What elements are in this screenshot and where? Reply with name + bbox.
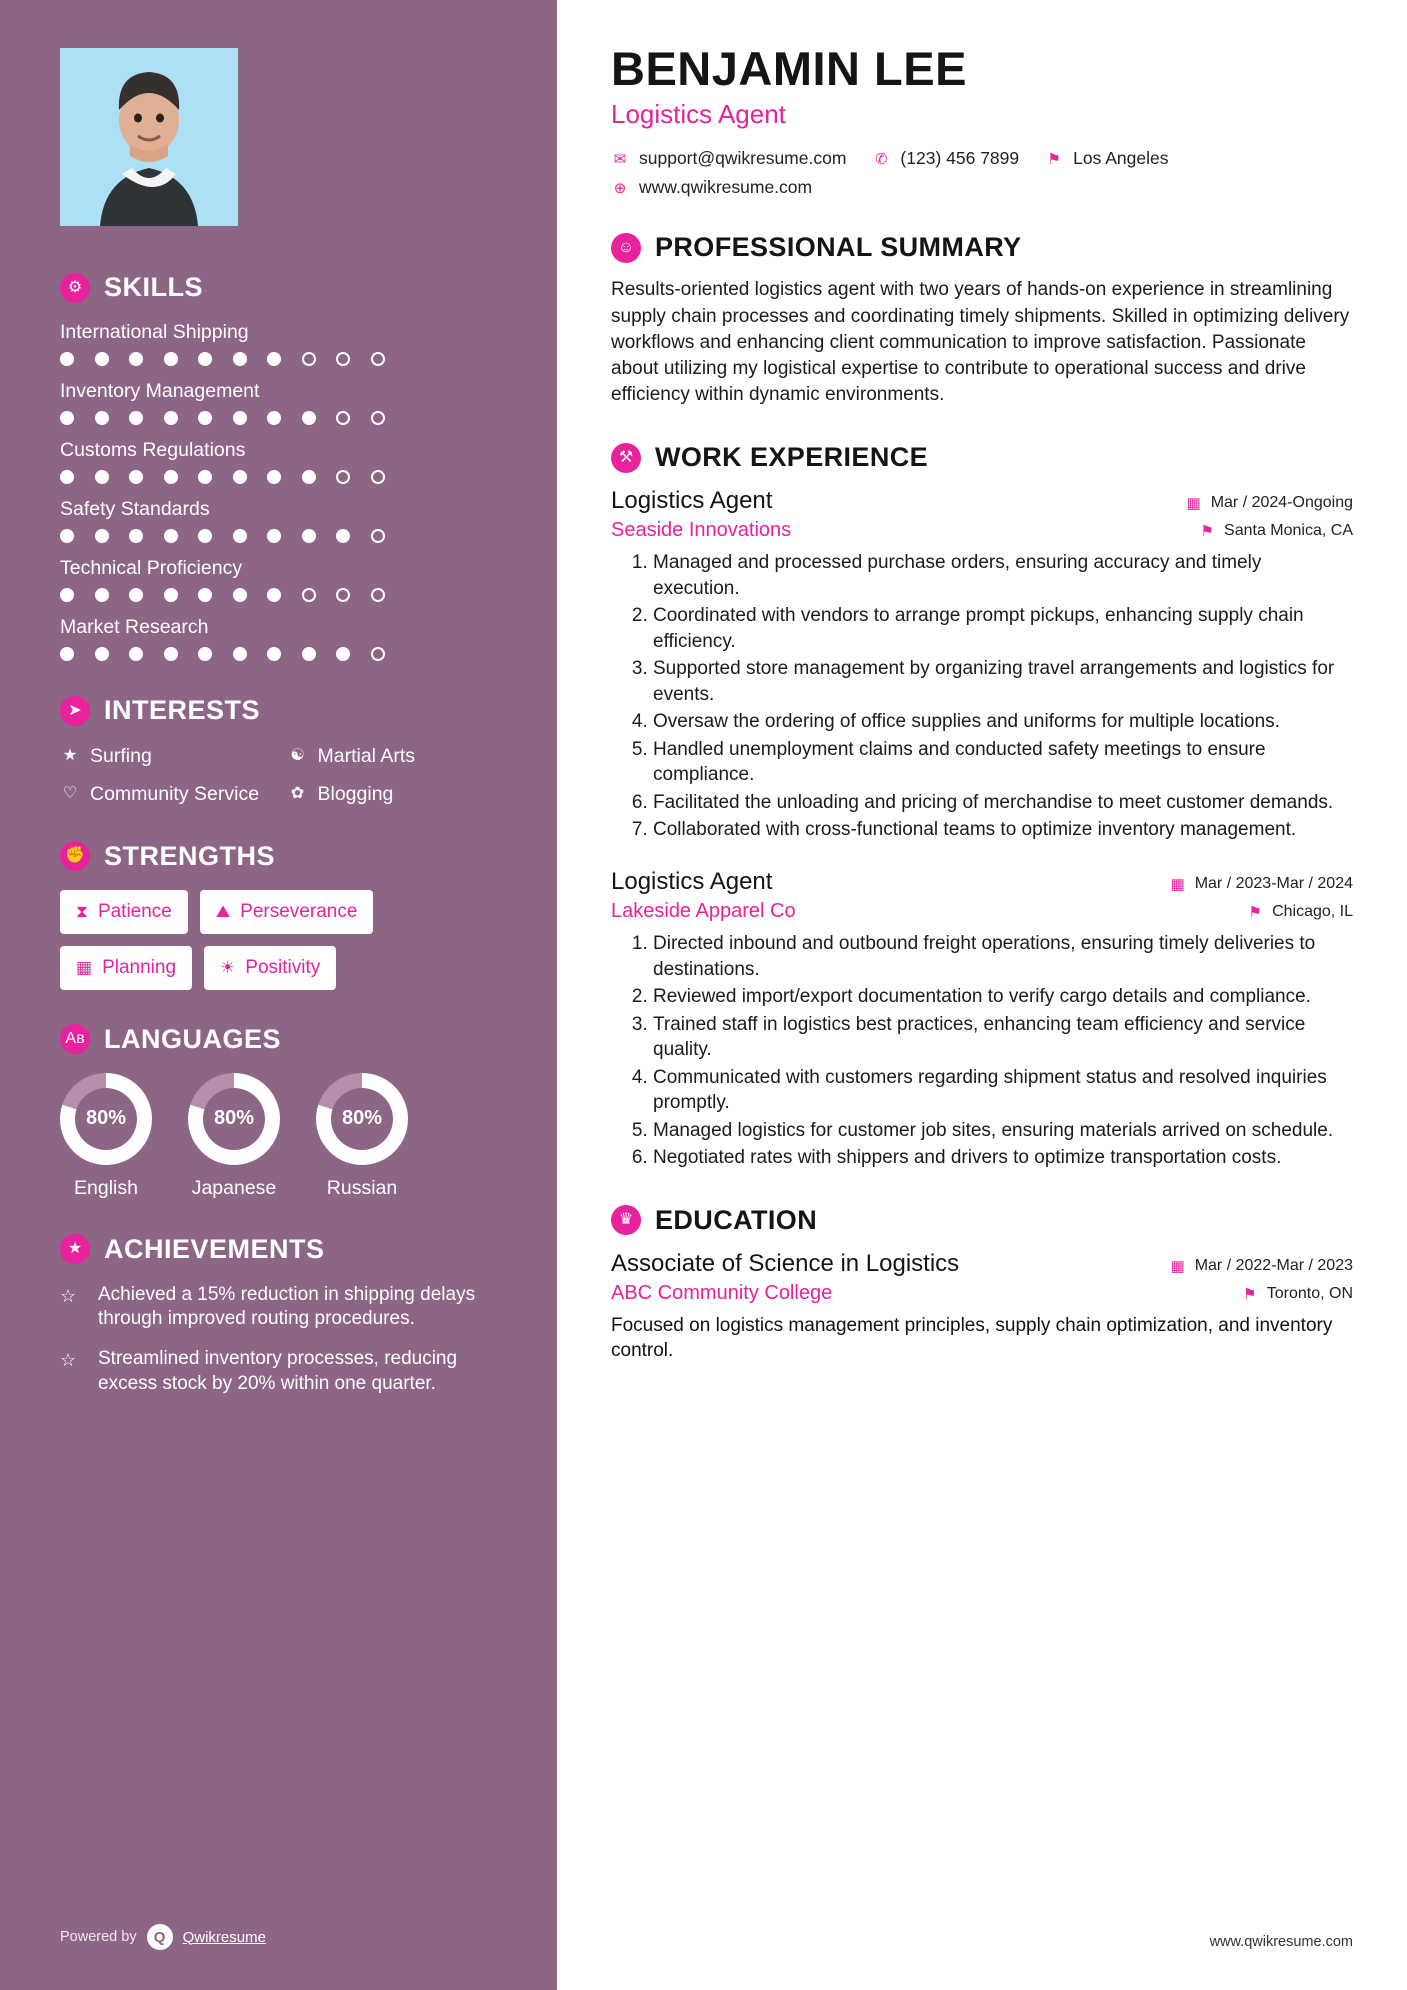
skill-item	[60, 616, 497, 661]
education-entry	[611, 1250, 1353, 1365]
work-experience-section	[611, 442, 1353, 1170]
rating-dot-empty	[371, 352, 385, 366]
skill-rating	[60, 529, 497, 543]
location-icon: ⚑	[1047, 150, 1061, 168]
sidebar	[0, 0, 557, 1990]
interests-title: INTERESTS	[104, 695, 261, 725]
contact-item[interactable]	[1045, 148, 1168, 169]
work-header	[611, 442, 1353, 473]
job-location	[1198, 522, 1353, 540]
location-pin-icon: ⚑	[1248, 904, 1262, 922]
summary-text: Results-oriented logistics agent with two years of hands-on experience in streamlining supply chain processes and coordinating timely shipments. Skilled in optimizing delivery workflows and enhancing client communication to improve satisfaction. Passionate about utilizing my logistical expertise to contribute to operational success and drive efficiency within dynamic environments.	[611, 279, 1350, 406]
strengths-title: STRENGTHS	[104, 840, 276, 871]
job-bullet: 4. Oversaw the ordering of office supplies and uniforms for multiple locations.	[653, 709, 1353, 734]
rating-dot-filled	[129, 588, 143, 602]
rating-dot-filled	[164, 411, 178, 425]
rating-dot-filled	[60, 647, 74, 661]
strength-label: Planning	[102, 956, 177, 978]
language-percent: 80%	[75, 1088, 137, 1150]
skill-item	[60, 498, 497, 543]
candidate-name: BENJAMIN LEE	[611, 42, 967, 95]
rating-dot-filled	[95, 352, 109, 366]
skill-label: Customs Regulations	[60, 439, 246, 461]
strength-label: Perseverance	[240, 900, 358, 922]
rating-dot-filled	[198, 470, 212, 484]
strength-label: Patience	[97, 900, 172, 922]
rating-dot-filled	[60, 470, 74, 484]
interests-list	[60, 744, 497, 807]
education-school-row	[611, 1282, 1353, 1305]
fist-icon: ✊	[60, 841, 90, 871]
rating-dot-filled	[129, 352, 143, 366]
rating-dot-filled	[233, 647, 247, 661]
rating-dot-empty	[371, 588, 385, 602]
language-progress-ring	[316, 1073, 408, 1165]
work-title: WORK EXPERIENCE	[655, 442, 929, 473]
interests-header	[60, 695, 497, 726]
job-company-row	[611, 519, 1353, 542]
strengths-header	[60, 841, 497, 872]
candidate-role: Logistics Agent	[611, 99, 786, 130]
job-location-text: Chicago, IL	[1272, 903, 1353, 921]
job-date	[1185, 494, 1353, 512]
rating-dot-filled	[233, 588, 247, 602]
skill-rating	[60, 411, 497, 425]
rating-dot-filled	[198, 411, 212, 425]
rating-dot-filled	[95, 529, 109, 543]
skill-rating	[60, 647, 497, 661]
rating-dot-filled	[95, 470, 109, 484]
translate-icon: Aв	[60, 1024, 90, 1054]
rating-dot-empty	[371, 411, 385, 425]
achievements-title: ACHIEVEMENTS	[104, 1233, 325, 1264]
summary-header	[611, 232, 1353, 263]
skill-item	[60, 439, 497, 484]
education-title: EDUCATION	[655, 1204, 818, 1235]
skill-rating	[60, 588, 497, 602]
rating-dot-filled	[267, 470, 281, 484]
job-title-row	[611, 487, 1353, 515]
contact-list	[611, 148, 1353, 198]
language-item	[316, 1073, 408, 1200]
language-progress-ring	[188, 1073, 280, 1165]
martial-arts-icon: ☯	[290, 747, 305, 764]
rating-dot-empty	[302, 352, 316, 366]
rating-dot-filled	[95, 588, 109, 602]
ribbon-star-icon: ☆	[60, 1350, 77, 1371]
interest-item	[60, 782, 270, 806]
interest-item	[288, 782, 498, 806]
rating-dot-filled	[233, 529, 247, 543]
rating-dot-empty	[371, 647, 385, 661]
professional-summary-section	[611, 232, 1353, 408]
person-icon: ☺	[611, 233, 641, 263]
interest-label: Community Service	[90, 783, 260, 806]
email-icon: ✉	[613, 150, 627, 168]
job-entry	[611, 868, 1353, 1170]
rating-dot-filled	[302, 411, 316, 425]
job-bullet: 5. Handled unemployment claims and conducted safety meetings to ensure compliance.	[653, 737, 1353, 788]
job-bullet: 4. Communicated with customers regarding shipment status and resolved inquiries promptly.	[653, 1065, 1353, 1116]
interests-section	[60, 695, 497, 807]
languages-header	[60, 1024, 497, 1055]
contact-item[interactable]	[611, 148, 846, 169]
rating-dot-filled	[60, 588, 74, 602]
qwikresume-logo-icon: Q	[147, 1924, 173, 1950]
education-description: Focused on logistics management principles, supply chain optimization, and inventory control.	[611, 1314, 1333, 1362]
job-location-text: Santa Monica, CA	[1224, 522, 1353, 540]
paper-plane-icon: ➤	[60, 696, 90, 726]
language-percent: 80%	[203, 1088, 265, 1150]
language-progress-ring	[60, 1073, 152, 1165]
globe-icon: ⊕	[613, 179, 627, 197]
languages-title: LANGUAGES	[104, 1023, 282, 1054]
achievements-section	[60, 1234, 497, 1396]
language-label: English	[74, 1176, 138, 1199]
education-date	[1169, 1257, 1353, 1275]
sun-icon: ☀	[220, 957, 236, 977]
rating-dot-filled	[267, 411, 281, 425]
calendar-icon: ▦	[1170, 1257, 1185, 1275]
skill-item	[60, 380, 497, 425]
job-bullet: 2. Reviewed import/export documentation to verify cargo details and compliance.	[653, 984, 1353, 1009]
education-date-text: Mar / 2022-Mar / 2023	[1194, 1256, 1353, 1274]
skills-section	[60, 272, 497, 661]
main-content	[557, 0, 1407, 1990]
job-title-row	[611, 868, 1353, 896]
rating-dot-filled	[164, 470, 178, 484]
job-bullet: 7. Collaborated with cross-functional teams to optimize inventory management.	[653, 817, 1353, 842]
achievements-header	[60, 1234, 497, 1265]
skill-rating	[60, 352, 497, 366]
rating-dot-filled	[60, 529, 74, 543]
skill-rating	[60, 470, 497, 484]
job-bullet: 1. Directed inbound and outbound freight operations, ensuring timely deliveries to destinations.	[653, 931, 1353, 982]
contact-text: Los Angeles	[1073, 148, 1169, 169]
achievement-item	[60, 1347, 497, 1396]
rating-dot-filled	[336, 529, 350, 543]
rating-dot-filled	[233, 411, 247, 425]
languages-list	[60, 1073, 497, 1200]
strength-label: Positivity	[245, 956, 321, 978]
language-label: Russian	[326, 1176, 398, 1199]
strength-item	[200, 890, 374, 934]
contact-text: (123) 456 7899	[900, 148, 1020, 169]
rating-dot-filled	[233, 470, 247, 484]
strength-item	[60, 890, 188, 934]
lightbulb-icon: ⚙	[60, 273, 90, 303]
summary-title: PROFESSIONAL SUMMARY	[655, 232, 1022, 263]
rating-dot-filled	[336, 647, 350, 661]
rating-dot-empty	[336, 470, 350, 484]
language-percent: 80%	[331, 1088, 393, 1150]
job-bullet: 2. Coordinated with vendors to arrange prompt pickups, enhancing supply chain efficiency.	[653, 603, 1353, 654]
rating-dot-filled	[129, 529, 143, 543]
star-icon: ★	[62, 747, 78, 764]
rating-dot-filled	[233, 352, 247, 366]
mountain-icon: ⛰	[215, 901, 231, 921]
language-item	[188, 1073, 280, 1200]
job-location	[1246, 903, 1353, 921]
rating-dot-filled	[302, 470, 316, 484]
interest-item	[288, 744, 498, 768]
rating-dot-filled	[129, 647, 143, 661]
language-label: Japanese	[191, 1176, 277, 1199]
rating-dot-filled	[60, 352, 74, 366]
education-header	[611, 1205, 1353, 1236]
rating-dot-filled	[164, 529, 178, 543]
briefcase-icon: ⚒	[611, 443, 641, 473]
rating-dot-empty	[302, 588, 316, 602]
interest-item	[60, 744, 270, 768]
rating-dot-empty	[371, 470, 385, 484]
rating-dot-filled	[95, 411, 109, 425]
rating-dot-filled	[267, 647, 281, 661]
rating-dot-empty	[336, 411, 350, 425]
calendar-icon: ▦	[1170, 876, 1185, 894]
skill-label: Safety Standards	[60, 498, 210, 520]
education-location-text: Toronto, ON	[1266, 1284, 1353, 1302]
achievement-item	[60, 1283, 497, 1332]
qwikresume-link[interactable]: Qwikresume	[182, 1928, 266, 1946]
hourglass-icon: ⧗	[76, 901, 88, 921]
location-pin-icon: ⚑	[1200, 523, 1214, 541]
job-company: Lakeside Apparel Co	[611, 900, 796, 923]
calendar-icon: ▦	[1186, 495, 1201, 513]
interest-label: Surfing	[90, 745, 152, 767]
skills-list	[60, 321, 497, 661]
calendar-icon: ▦	[76, 957, 93, 977]
location-pin-icon: ⚑	[1243, 1285, 1257, 1303]
rating-dot-filled	[95, 647, 109, 661]
job-title: Logistics Agent	[611, 868, 773, 896]
job-bullet: 3. Supported store management by organizing travel arrangements and logistics for events.	[653, 656, 1353, 707]
phone-icon: ✆	[875, 150, 888, 168]
skill-label: Inventory Management	[60, 380, 260, 402]
rating-dot-filled	[302, 529, 316, 543]
rating-dot-filled	[198, 529, 212, 543]
skill-item	[60, 557, 497, 602]
rating-dot-filled	[267, 352, 281, 366]
strength-item	[204, 946, 336, 990]
rating-dot-filled	[267, 529, 281, 543]
star-badge-icon: ★	[60, 1234, 90, 1264]
ribbon-star-icon: ☆	[60, 1285, 77, 1306]
rating-dot-filled	[129, 470, 143, 484]
job-bullet: 6. Facilitated the unloading and pricing of merchandise to meet customer demands.	[653, 790, 1353, 815]
contact-item[interactable]	[872, 148, 1019, 169]
skills-title: SKILLS	[104, 272, 204, 302]
profile-photo	[60, 48, 238, 226]
education-title-row	[611, 1250, 1353, 1278]
rating-dot-filled	[198, 647, 212, 661]
rating-dot-filled	[198, 352, 212, 366]
achievement-text: Achieved a 15% reduction in shipping delays through improved routing procedures.	[98, 1283, 476, 1330]
skill-item	[60, 321, 497, 366]
powered-by	[60, 1924, 266, 1950]
strengths-section	[60, 841, 497, 990]
interest-label: Martial Arts	[317, 745, 416, 767]
strengths-list	[60, 890, 497, 990]
achievement-text: Streamlined inventory processes, reducing excess stock by 20% within one quarter.	[98, 1348, 458, 1394]
strength-item	[60, 946, 192, 990]
rating-dot-filled	[164, 647, 178, 661]
rating-dot-filled	[302, 647, 316, 661]
website-text: www.qwikresume.com	[639, 177, 813, 198]
footer-website: www.qwikresume.com	[1209, 1934, 1353, 1950]
rating-dot-filled	[164, 352, 178, 366]
avatar-illustration	[60, 48, 238, 226]
job-company-row	[611, 900, 1353, 923]
job-bullet: 6. Negotiated rates with shippers and drivers to optimize transportation costs.	[653, 1145, 1353, 1170]
rating-dot-filled	[129, 411, 143, 425]
rating-dot-filled	[164, 588, 178, 602]
jobs-list	[611, 487, 1353, 1170]
rating-dot-empty	[336, 588, 350, 602]
school-name: ABC Community College	[611, 1281, 833, 1304]
achievements-list	[60, 1283, 497, 1396]
job-entry	[611, 487, 1353, 842]
job-bullets	[639, 931, 1353, 1170]
rating-dot-filled	[267, 588, 281, 602]
job-company: Seaside Innovations	[611, 519, 792, 542]
job-date-text: Mar / 2024-Ongoing	[1210, 494, 1353, 512]
graduation-icon: ♛	[611, 1205, 641, 1235]
rating-dot-filled	[60, 411, 74, 425]
skill-label: Technical Proficiency	[60, 557, 243, 579]
rating-dot-empty	[336, 352, 350, 366]
language-item	[60, 1073, 152, 1200]
job-date-text: Mar / 2023-Mar / 2024	[1194, 875, 1353, 893]
job-bullet: 3. Trained staff in logistics best practices, enhancing team efficiency and service quality.	[653, 1012, 1353, 1063]
skills-header	[60, 272, 497, 303]
powered-by-label: Powered by	[60, 1929, 137, 1945]
education-section	[611, 1205, 1353, 1365]
website-item[interactable]	[611, 177, 1353, 198]
degree-name: Associate of Science in Logistics	[611, 1249, 960, 1277]
rating-dot-empty	[371, 529, 385, 543]
community-icon: ♡	[62, 785, 78, 803]
contact-text: support@qwikresume.com	[639, 148, 847, 169]
rating-dot-filled	[198, 588, 212, 602]
languages-section	[60, 1024, 497, 1200]
job-bullet: 1. Managed and processed purchase orders, ensuring accuracy and timely execution.	[653, 550, 1353, 601]
job-bullets	[639, 550, 1353, 842]
skill-label: Market Research	[60, 616, 209, 638]
job-title: Logistics Agent	[611, 487, 773, 515]
job-bullet: 5. Managed logistics for customer job sites, ensuring materials arrived on schedule.	[653, 1118, 1353, 1143]
job-date	[1169, 875, 1353, 893]
interest-label: Blogging	[317, 783, 394, 806]
skill-label: International Shipping	[60, 321, 249, 343]
education-location	[1241, 1285, 1353, 1303]
blogging-icon: ✿	[290, 785, 305, 803]
